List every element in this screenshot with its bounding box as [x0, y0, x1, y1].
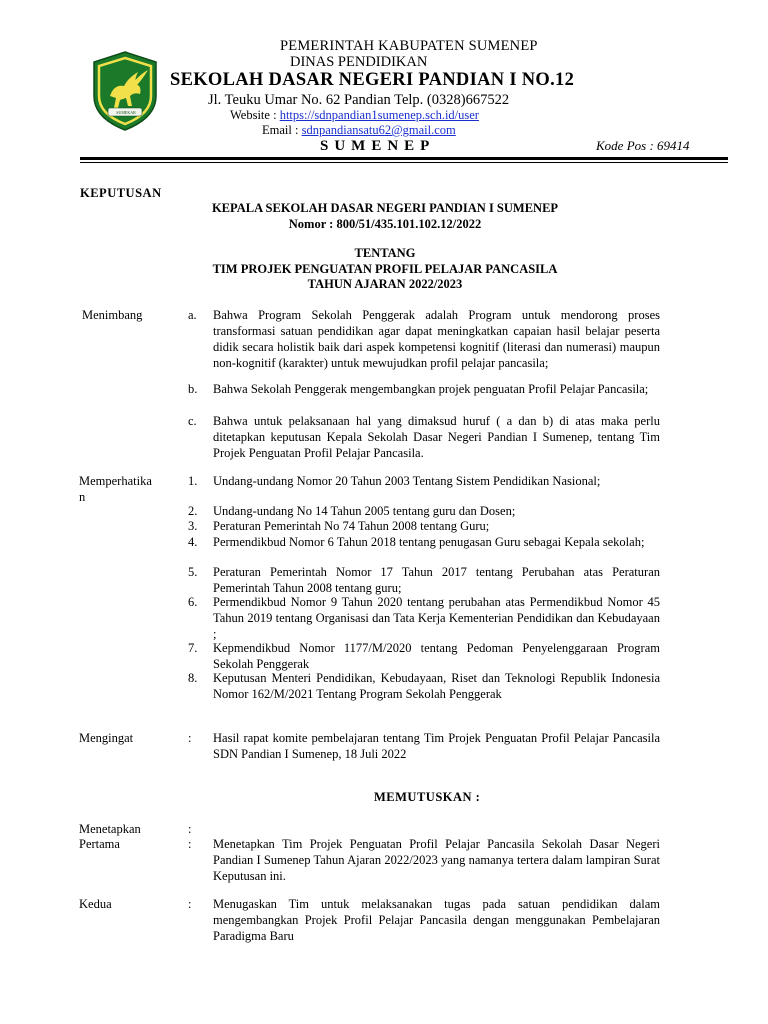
colon: :	[188, 837, 192, 851]
item-number: c.	[188, 414, 197, 428]
remembering-text: Hasil rapat komite pembelajaran tentang Tim Projek Penguatan Profil Pelajar Pancasila SDN Pandian I Sumenep, 18 Juli 2022	[213, 731, 660, 761]
item-number: 3.	[188, 519, 198, 533]
doc-type: KEPUTUSAN	[80, 186, 162, 200]
section-label-menetapkan: Menetapkan	[79, 822, 141, 836]
school-logo	[90, 50, 160, 132]
letterhead-website-row	[230, 108, 479, 123]
letterhead-postal-code: Kode Pos : 69414	[596, 138, 690, 153]
section-label-kedua: Kedua	[79, 897, 112, 911]
considering-item: Bahwa untuk pelaksanaan hal yang dimaksud huruf ( a dan b) di atas maka perlu ditetapkan keputusan Kepala Sekolah Dasar Negeri Pandian I Sumenep, tentang Tim Projek Penguatan Profil Pelajar Pancasila.	[213, 414, 660, 460]
regulation-item: Permendikbud Nomor 6 Tahun 2018 tentang penugasan Guru sebagai Kepala sekolah;	[213, 535, 645, 549]
letterhead-address: Jl. Teuku Umar No. 62 Pandian Telp. (0328)667522	[208, 92, 510, 108]
decides-heading: MEMUTUSKAN :	[374, 790, 481, 804]
letterhead-agency: DINAS PENDIDIKAN	[290, 54, 428, 70]
regulation-item: Undang-undang No 14 Tahun 2005 tentang guru dan Dosen;	[213, 504, 516, 518]
considering-item: Bahwa Program Sekolah Penggerak adalah Program untuk mendorong proses transformasi satuan pendidikan agar dapat meningkatkan capaian hasil belajar peserta didik secara holistik baik dari aspek kompetensi kognitif (literasi dan numerasi) maupun non-kognitif (karakter) untuk mewujudkan profil pelajar pancasila;	[213, 308, 660, 370]
email-link[interactable]: sdnpandiansatu62@gmail.com	[301, 123, 456, 137]
label-part: n	[79, 490, 86, 504]
email-label: Email :	[262, 123, 299, 137]
item-number: 1.	[188, 474, 198, 488]
regulation-item: Peraturan Pemerintah No 74 Tahun 2008 tentang Guru;	[213, 519, 490, 533]
regulation-item: Peraturan Pemerintah Nomor 17 Tahun 2017 tentang Perubahan atas Peraturan Pemerintah Tahun 2008 tentang guru;	[213, 565, 660, 595]
item-number: 8.	[188, 671, 198, 685]
letterhead-school-name: SEKOLAH DASAR NEGERI PANDIAN I NO.12	[170, 70, 575, 90]
colon: :	[188, 731, 192, 745]
about-label: TENTANG	[354, 246, 416, 260]
regulation-item: Undang-undang Nomor 20 Tahun 2003 Tentang Sistem Pendidikan Nasional;	[213, 474, 601, 488]
item-number: a.	[188, 308, 197, 322]
item-number: 4.	[188, 535, 198, 549]
section-label-mengingat: Mengingat	[79, 731, 134, 745]
decree-number: Nomor : 800/51/435.101.102.12/2022	[288, 217, 482, 231]
colon: :	[188, 897, 192, 911]
letterhead-city: SUMENEP	[320, 138, 436, 154]
website-label: Website :	[230, 108, 277, 122]
section-label-menimbang: Menimbang	[82, 308, 143, 322]
letterhead-divider-thick	[80, 157, 728, 160]
second-decision-text: Menugaskan Tim untuk melaksanakan tugas pada satuan pendidikan dalam mengembangkan Projek Profil Pelajar Pancasila dengan menggunakan Pembelajaran Paradigma Baru	[213, 897, 660, 943]
item-number: 6.	[188, 595, 198, 609]
regulation-item: Kepmendikbud Nomor 1177/M/2020 tentang Pedoman Penyelenggaraan Program Sekolah Penggerak	[213, 641, 660, 671]
section-label-pertama: Pertama	[79, 837, 120, 851]
colon: :	[188, 822, 192, 836]
letterhead-email-row	[262, 123, 456, 138]
website-link[interactable]: https://sdnpandian1sumenep.sch.id/user	[279, 108, 479, 122]
label-part: Memperhatika	[79, 474, 152, 488]
decree-subject: TIM PROJEK PENGUATAN PROFIL PELAJAR PANCASILA	[212, 262, 558, 276]
decree-year: TAHUN AJARAN 2022/2023	[307, 277, 463, 291]
pegasus-shield-icon	[90, 50, 160, 132]
letterhead-government: PEMERINTAH KABUPATEN SUMENEP	[280, 38, 538, 54]
item-number: 7.	[188, 641, 198, 655]
section-label-memperhatikan	[79, 473, 152, 505]
considering-item: Bahwa Sekolah Penggerak mengembangkan projek penguatan Profil Pelajar Pancasila;	[213, 382, 649, 396]
regulation-item: Permendikbud Nomor 9 Tahun 2020 tentang perubahan atas Permendikbud Nomor 45 Tahun 2019 tentang Organisasi dan Tata Kerja Kementerian Pendidikan dan Kebudayaan ;	[213, 595, 660, 641]
item-number: 5.	[188, 565, 198, 579]
regulation-item: Keputusan Menteri Pendidikan, Kebudayaan, Riset dan Teknologi Republik Indonesia Nomor 162/M/2021 Tentang Program Sekolah Penggerak	[213, 671, 660, 701]
first-decision-text: Menetapkan Tim Projek Penguatan Profil Pelajar Pancasila Sekolah Dasar Negeri Pandian I Sumenep Tahun Ajaran 2022/2023 yang namanya tertera dalam lampiran Surat Keputusan ini.	[213, 837, 660, 883]
logo-ribbon-text: SUMEKAR	[116, 110, 136, 115]
issuer-title: KEPALA SEKOLAH DASAR NEGERI PANDIAN I SUMENEP	[211, 201, 559, 215]
letterhead-divider-thin	[80, 162, 728, 163]
item-number: 2.	[188, 504, 198, 518]
item-number: b.	[188, 382, 198, 396]
